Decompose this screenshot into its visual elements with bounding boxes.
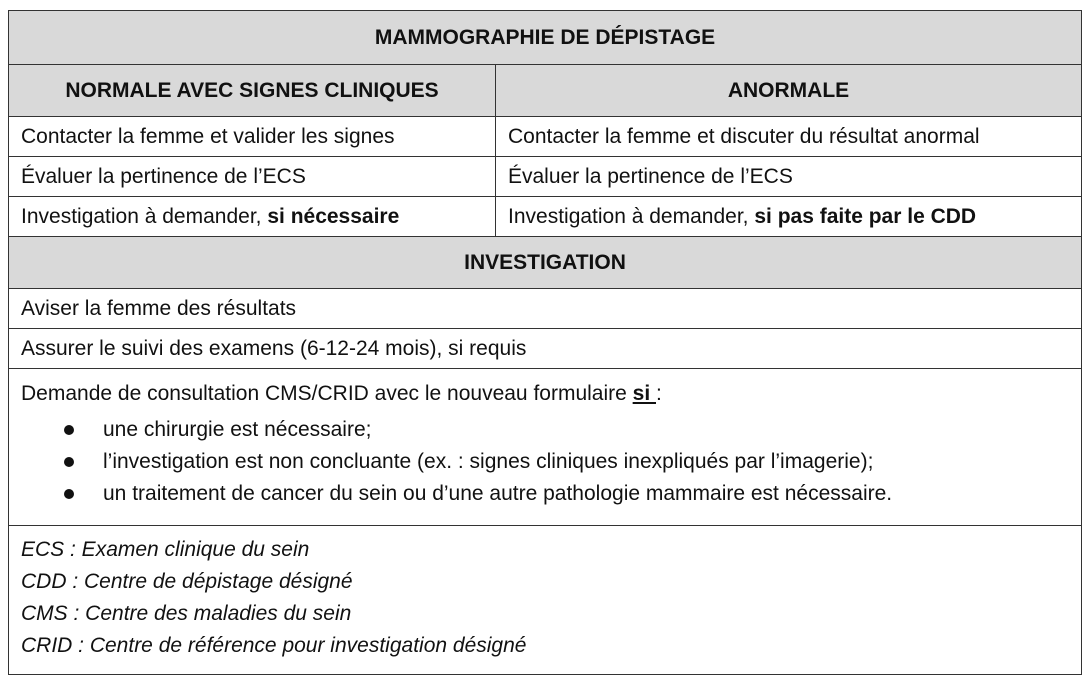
legend-item-cdd: CDD : Centre de dépistage désigné [21, 570, 353, 593]
consultation-cell [9, 369, 1082, 526]
section-header-investigation: INVESTIGATION [9, 237, 1082, 289]
column-header-abnormal: ANORMALE [496, 65, 1082, 117]
legend-item-ecs: ECS : Examen clinique du sein [21, 538, 310, 561]
investigation-condition: si nécessaire [267, 204, 400, 228]
consultation-list [21, 414, 1069, 510]
list-item-text: l’investigation est non concluante (ex. : signes cliniques inexpliqués par l’imagerie); [103, 450, 874, 474]
consultation-colon: : [656, 382, 662, 405]
column-header-normal: NORMALE AVEC SIGNES CLINIQUES [9, 65, 496, 117]
table-row [9, 329, 1082, 369]
bullet-icon [64, 425, 74, 435]
consultation-intro [21, 381, 1069, 406]
bullet-icon [64, 489, 74, 499]
list-item [21, 446, 1069, 478]
legend-item-crid: CRID : Centre de référence pour investigation désigné [21, 634, 527, 657]
cell-normal-evaluate: Évaluer la pertinence de l’ECS [9, 157, 496, 197]
cell-normal-contact: Contacter la femme et valider les signes [9, 117, 496, 157]
list-item-text: une chirurgie est nécessaire; [103, 418, 372, 442]
consultation-intro-text: Demande de consultation CMS/CRID avec le nouveau formulaire [21, 382, 633, 405]
cell-abnormal-contact: Contacter la femme et discuter du résultat anormal [496, 117, 1082, 157]
investigation-prefix: Investigation à demander, [508, 204, 755, 228]
table-row [9, 289, 1082, 329]
investigation-condition: si pas faite par le CDD [754, 204, 977, 228]
list-item [21, 414, 1069, 446]
table-title: MAMMOGRAPHIE DE DÉPISTAGE [9, 11, 1082, 65]
table-row [9, 157, 1082, 197]
legend-item-cms: CMS : Centre des maladies du sein [21, 602, 352, 625]
cell-follow-up: Assurer le suivi des examens (6-12-24 mois), si requis [9, 329, 1082, 369]
cell-abnormal-investigation [496, 197, 1082, 237]
cell-abnormal-evaluate: Évaluer la pertinence de l’ECS [496, 157, 1082, 197]
consultation-condition: si [632, 382, 656, 405]
table-row [9, 117, 1082, 157]
bullet-icon [64, 457, 74, 467]
investigation-prefix: Investigation à demander, [21, 204, 268, 228]
abbreviation-legend [9, 526, 1082, 675]
table-row [9, 197, 1082, 237]
screening-table [8, 10, 1082, 675]
cell-notify-results: Aviser la femme des résultats [9, 289, 1082, 329]
cell-normal-investigation [9, 197, 496, 237]
list-item-text: un traitement de cancer du sein ou d’une autre pathologie mammaire est nécessaire. [103, 482, 893, 506]
list-item [21, 478, 1069, 510]
